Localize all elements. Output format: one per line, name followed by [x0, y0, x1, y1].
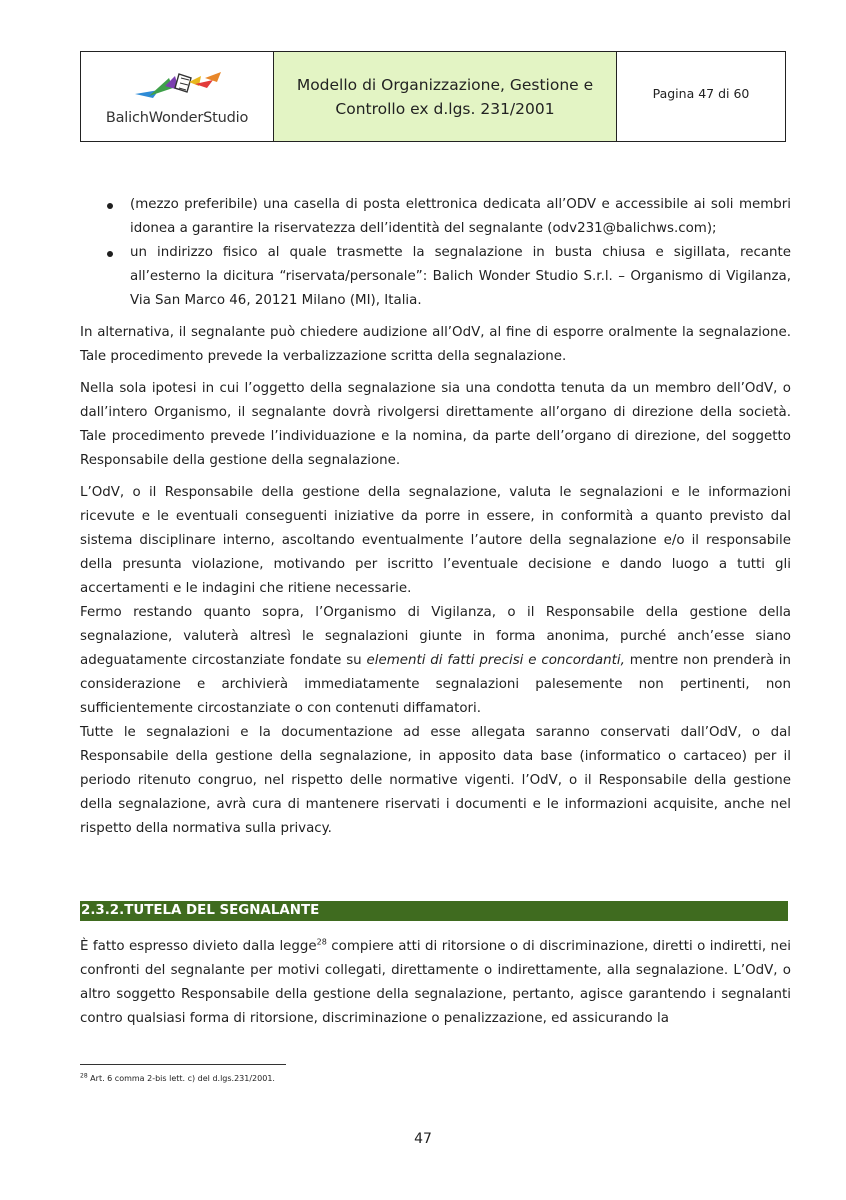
- footnote-text: Art. 6 comma 2-bis lett. c) del d.lgs.231/2001.: [87, 1074, 275, 1083]
- footnote-number: 28: [80, 1072, 88, 1080]
- page-indicator: Pagina 47 di 60: [652, 86, 750, 101]
- paragraph: [80, 601, 791, 721]
- paragraph: In alternativa, il segnalante può chiedere audizione all’OdV, al fine di esporre oralmente la segnalazione. Tale procedimento prevede la verbalizzazione scritta della segnalazione.: [80, 325, 791, 364]
- logo-text: BalichWonderStudio: [105, 109, 249, 126]
- paragraph-text: È fatto espresso divieto dalla legge: [80, 939, 317, 954]
- footnote: [80, 1074, 275, 1083]
- logo-block: [81, 52, 274, 141]
- paragraph: L’OdV, o il Responsabile della gestione della segnalazione, valuta le segnalazioni e le informazioni ricevute e le eventuali conseguenti iniziative da porre in essere, in conformità a quanto previsto dal sistema disciplinare interno, ascoltando eventualmente l’autore della segnalazione e/o il responsabile della presunta violazione, motivando per iscritto l’eventuale decisione e dando luogo a tutti gli accertamenti e le indagini che ritiene necessarie.: [80, 485, 791, 596]
- footnote-divider: [80, 1064, 286, 1065]
- document-body: [80, 193, 791, 841]
- paragraph: Nella sola ipotesi in cui l’oggetto della segnalazione sia una condotta tenuta da un membro dell’OdV, o dall’intero Organismo, il segnalante dovrà rivolgersi direttamente all’organo di direzione della società. Tale procedimento prevede l’individuazione e la nomina, da parte dell’organo di direzione, del soggetto Responsabile della gestione della segnalazione.: [80, 381, 791, 468]
- page-header: [80, 51, 786, 142]
- section-paragraph: [80, 935, 791, 1031]
- list-item: un indirizzo fisico al quale trasmette la segnalazione in busta chiusa e sigillata, recante all’esterno la dicitura “riservata/personale”: Balich Wonder Studio S.r.l. – Organismo di Vigilanza, Via San Marco 46, 20121 Milano (MI), Italia.: [80, 241, 791, 313]
- reporting-channels-list: [80, 193, 791, 313]
- company-logo-icon: [129, 68, 225, 108]
- document-title: [274, 52, 617, 141]
- footnote-reference[interactable]: 28: [316, 937, 327, 947]
- section-heading: 2.3.2.TUTELA DEL SEGNALANTE: [80, 901, 788, 921]
- italic-phrase: elementi di fatti precisi e concordanti,: [366, 653, 625, 668]
- paragraph-text: compiere atti di ritorsione o di discriminazione, diretti o indiretti, nei confronti del segnalante per motivi collegati, direttamente o indirettamente, alla segnalazione. L’OdV, o altro soggetto Responsabile della gestione della segnalazione, pertanto, agisce garantendo i segnalanti contro qualsiasi forma di ritorsione, discriminazione o penalizzazione, ed assicurando la: [80, 939, 791, 1026]
- paragraph-text: Fermo restando quanto sopra, l’Organismo di Vigilanza, o il Responsabile della gestione della segnalazione, valuterà altresì le segnalazioni giunte in forma anonima, purché anch’esse siano adeguatamente circostanziate fondate su: [80, 605, 791, 668]
- document-title-line-1: Modello di Organizzazione, Gestione e: [296, 75, 594, 94]
- list-item: (mezzo preferibile) una casella di posta elettronica dedicata all’ODV e accessibile ai soli membri idonea a garantire la riservatezza dell’identità del segnalante (odv231@balichws.com);: [80, 193, 791, 241]
- page-number: 47: [414, 1131, 432, 1147]
- paragraph: Tutte le segnalazioni e la documentazione ad esse allegata saranno conservati dall’OdV, o dal Responsabile della gestione della segnalazione, in apposito data base (informatico o cartaceo) per il periodo ritenuto congruo, nel rispetto delle normative vigenti. l’OdV, o il Responsabile della gestione della segnalazione, avrà cura di mantenere riservati i documenti e le informazioni acquisite, anche nel rispetto della normativa sulla privacy.: [80, 725, 791, 836]
- document-title-line-2: Controllo ex d.lgs. 231/2001: [335, 99, 555, 118]
- paragraph-text: mentre non prenderà in considerazione e archivierà immediatamente segnalazioni palesemente non pertinenti, non sufficientemente circostanziate o con contenuti diffamatori.: [80, 653, 791, 716]
